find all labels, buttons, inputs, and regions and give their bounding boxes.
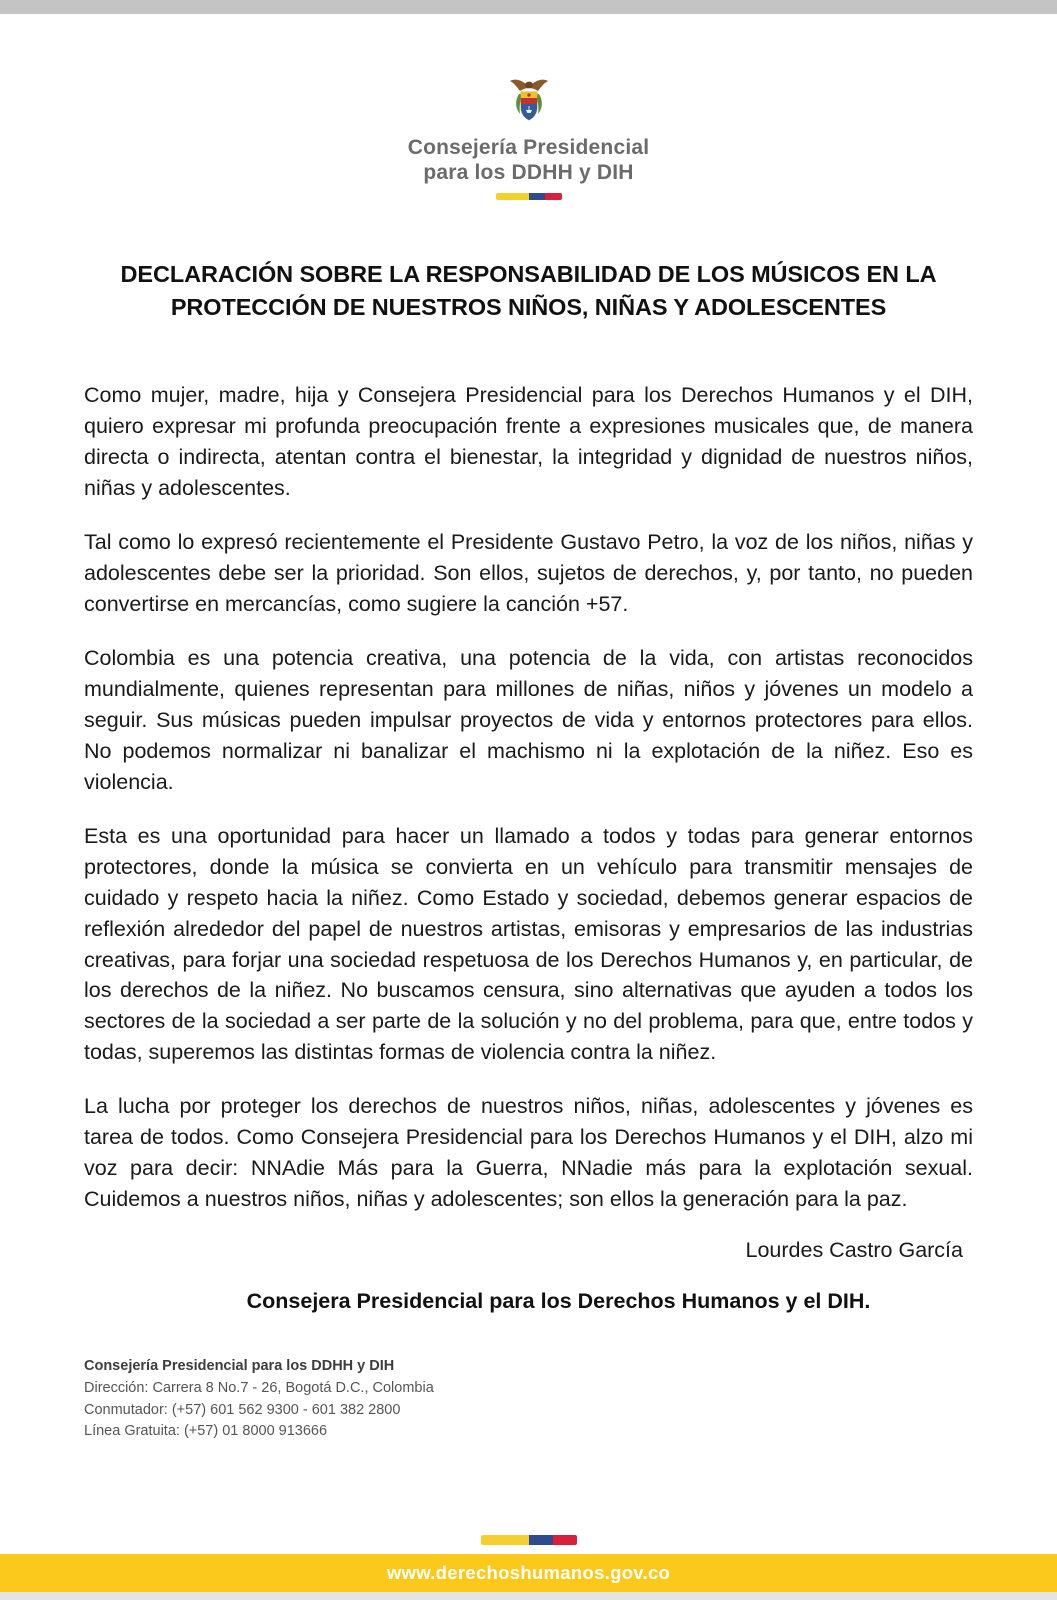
organization-name-line-2: para los DDHH y DIH <box>423 160 634 184</box>
window-top-edge <box>0 0 1057 14</box>
flag-stripe-red <box>545 193 562 200</box>
paragraph-2: Tal como lo expresó recientemente el Presidente Gustavo Petro, la voz de los niños, niñas y adolescentes debe ser la prioridad. Son ellos, sujetos de derechos, y, por tanto, no pueden convertirse en mercancías, como sugiere la canción +57. <box>84 530 973 616</box>
contact-address: Dirección: Carrera 8 No.7 - 26, Bogotá D.C., Colombia <box>84 1379 434 1396</box>
organization-name-line-1: Consejería Presidencial <box>407 136 650 159</box>
organization-name <box>408 136 650 186</box>
colombia-flag-bar-icon-footer <box>481 1535 577 1545</box>
document-title: DECLARACIÓN SOBRE LA RESPONSABILIDAD DE LOS MÚSICOS EN LA PROTECCIÓN DE NUESTROS NIÑOS, NIÑAS Y ADOLESCENTES <box>120 260 937 320</box>
paragraph-5: La lucha por proteger los derechos de nuestros niños, niñas, adolescentes y jóvenes es tarea de todos. Como Consejera Presidencial para los Derechos Humanos y el DIH, alzo mi voz para decir: NNAdie Más para la Guerra, NNadie más para la explotación sexual. Cuidemos a nuestros niños, niñas y adolescentes; son ellos la generación para la paz. <box>84 1094 973 1212</box>
document-body <box>84 380 973 1314</box>
footer-url-banner <box>0 1554 1057 1592</box>
flag-stripe-yellow <box>481 1535 529 1545</box>
contact-switchboard: Conmutador: (+57) 601 562 9300 - 601 382 2800 <box>84 1401 401 1418</box>
footer-url[interactable]: www.derechoshumanos.gov.co <box>386 1562 671 1583</box>
paragraph-3: Colombia es una potencia creativa, una potencia de la vida, con artistas reconocidos mundialmente, quienes representan para millones de niñas, niños y jóvenes un modelo a seguir. Sus músicas pueden impulsar proyectos de vida y entornos protectores para ellos. No podemos normalizar ni banalizar el machismo ni la explotación de la niñez. Eso es violencia. <box>84 645 973 794</box>
letterhead <box>0 14 1057 200</box>
footer-bottom-edge <box>0 1592 1057 1600</box>
signature-role: Consejera Presidencial para los Derechos Humanos y el DIH. <box>246 1289 871 1314</box>
flag-stripe-blue <box>529 1535 553 1545</box>
signature-name: Lourdes Castro García <box>745 1238 963 1263</box>
flag-stripe-blue <box>529 193 546 200</box>
page-right-margin <box>1050 14 1057 1600</box>
colombia-flag-bar-icon-header <box>496 193 562 200</box>
document-page <box>0 14 1057 1600</box>
contact-block <box>84 1356 1057 1443</box>
paragraph-4: Esta es una oportunidad para hacer un llamado a todos y todas para generar entornos protectores, donde la música se convierta en un vehículo para transmitir mensajes de cuidado y respeto hacia la niñez. Como Estado y sociedad, debemos generar espacios de reflexión alrededor del papel de nuestros artistas, emisoras y empresarios de las industrias creativas, para forjar una sociedad respetuosa de los Derechos Humanos y, en particular, de los derechos de la niñez. No buscamos censura, sino alternativas que ayuden a todos los sectores de la sociedad a ser parte de la solución y no del problema, para que, entre todos y todas, superemos las distintas formas de violencia contra la niñez. <box>84 823 973 1065</box>
contact-organization: Consejería Presidencial para los DDHH y DIH <box>84 1358 395 1375</box>
page-footer <box>0 1535 1057 1600</box>
paragraph-1: Como mujer, madre, hija y Consejera Presidencial para los Derechos Humanos y el DIH, quiero expresar mi profunda preocupación frente a expresiones musicales que, de manera directa o indirecta, atentan contra el bienestar, la integridad y dignidad de nuestros niños, niñas y adolescentes. <box>84 383 973 501</box>
flag-stripe-yellow <box>496 193 529 200</box>
flag-stripe-red <box>553 1535 577 1545</box>
colombia-coat-of-arms-icon <box>506 74 552 130</box>
contact-free-line: Línea Gratuita: (+57) 01 8000 913666 <box>84 1423 328 1440</box>
